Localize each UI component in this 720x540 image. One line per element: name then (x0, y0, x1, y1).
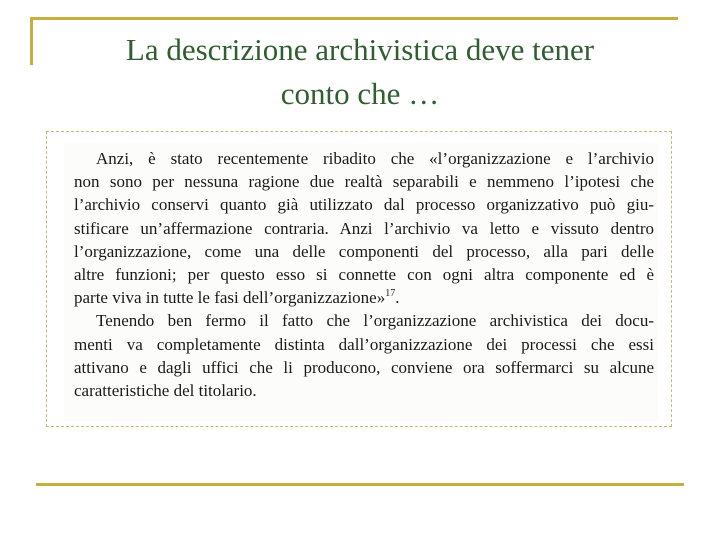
text-line: Anzi, è stato recentemente ribadito che «l’organizzazione e l’archivio (96, 149, 654, 168)
text-line: attivano e dagli uffici che li producono, conviene ora soffermarci su alcune (74, 357, 654, 377)
left-accent-rule (30, 17, 33, 65)
scanned-text-excerpt (64, 143, 658, 421)
excerpt-paragraph-1 (74, 147, 654, 309)
text-line-final (74, 286, 654, 309)
text-line: altre funzioni; per questo esso si connette con ogni altra componente ed è (74, 265, 654, 285)
text-line: l’organizzazione, come una delle componenti del processo, alla pari delle (74, 241, 654, 261)
slide-title-line-2: conto che … (280, 76, 440, 111)
top-accent-rule (30, 17, 678, 20)
excerpt-body (74, 147, 654, 402)
text-line: stificare un’affermazione contraria. Anzi l’archivio va letto e vissuto dentro (74, 218, 654, 238)
text-line: caratteristiche del titolario. (74, 381, 257, 401)
text-line-content: parte viva in tutte le fasi dell’organizzazione» (74, 288, 386, 308)
slide-title (40, 28, 680, 116)
slide-title-line-1: La descrizione archivistica deve tener (125, 32, 595, 67)
bottom-accent-rule (36, 483, 684, 486)
text-line: non sono per nessuna ragione due realtà separabili e nemmeno l’ipotesi che (74, 172, 654, 192)
excerpt-frame (46, 131, 672, 427)
text-line: Tenendo ben fermo il fatto che l’organizzazione archivistica dei docu- (96, 311, 654, 331)
text-line: menti va completamente distinta dall’organizzazione dei processi che essi (74, 334, 654, 354)
footnote-reference: 17 (385, 288, 396, 300)
end-punctuation: . (395, 288, 400, 308)
text-line: l’archivio conservi quanto già utilizzato dal processo organizzativo può giu- (74, 195, 654, 215)
excerpt-paragraph-2 (74, 309, 654, 402)
